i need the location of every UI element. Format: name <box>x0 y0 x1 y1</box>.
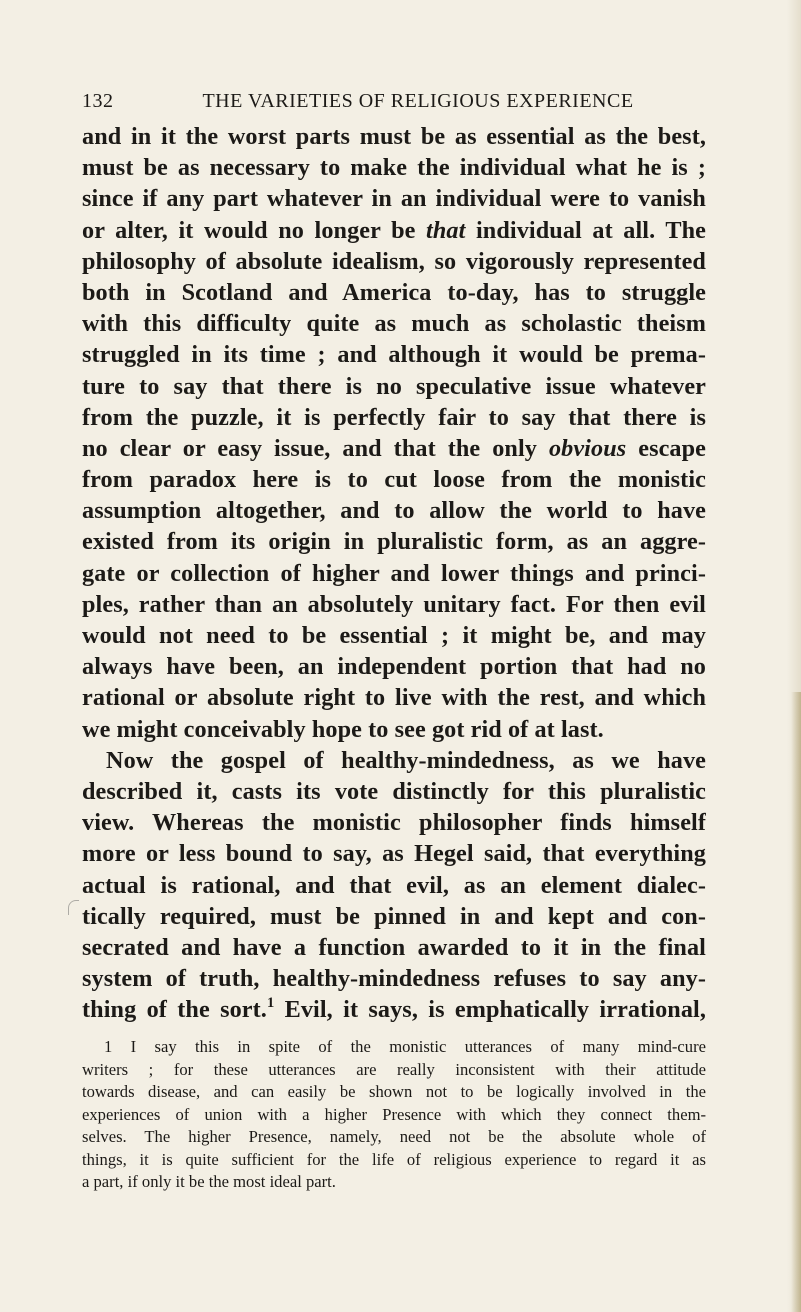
italic-emphasis: that <box>426 216 466 244</box>
body-line <box>82 994 706 1025</box>
body-line-text: no clear or easy issue, and that the only <box>82 434 549 462</box>
body-line: more or less bound to say, as Hegel said, that everything <box>82 840 706 868</box>
running-title: THE VARIETIES OF RELIGIOUS EXPERIENCE <box>202 90 634 112</box>
footnote-reference[interactable]: 1 <box>266 995 275 1012</box>
body-line: ples, rather than an absolutely unitary fact. For then evil <box>82 590 706 618</box>
body-line: both in Scotland and America to-day, has to struggle <box>82 278 706 306</box>
footnote <box>82 1036 706 1194</box>
footnote-line: writers ; for these utterances are really inconsistent with their attitude <box>82 1059 706 1079</box>
body-line-text: thing of the sort. <box>82 996 267 1024</box>
page-edge-stain <box>791 692 801 1312</box>
footnote-line: 1 I say this in spite of the monistic utterances of many mind-cure <box>104 1037 706 1056</box>
body-line: gate or collection of higher and lower things and princi- <box>82 559 706 587</box>
body-line: must be as necessary to make the individual what he is ; <box>82 154 706 182</box>
footnote-line: a part, if only it be the most ideal part. <box>82 1172 336 1191</box>
body-line: we might conceivably hope to see got rid of at last. <box>82 715 604 743</box>
body-line: from paradox here is to cut loose from the monistic <box>82 466 706 494</box>
body-line: existed from its origin in pluralistic form, as an aggre- <box>82 528 706 556</box>
body-line: since if any part whatever in an individual were to vanish <box>82 185 706 213</box>
body-line: rational or absolute right to live with the rest, and which <box>82 684 706 712</box>
body-line: with this difficulty quite as much as scholastic theism <box>82 310 706 338</box>
body-line-text: Evil, it says, is emphatically irrational, <box>274 996 706 1024</box>
body-line: philosophy of absolute idealism, so vigorously represented <box>82 247 706 275</box>
footnote-line: experiences of union with a higher Presence with which they connect them- <box>82 1104 706 1124</box>
body-line <box>82 433 706 464</box>
body-line: tically required, must be pinned in and kept and con- <box>82 902 706 930</box>
body-line-text: individual at all. The <box>465 216 706 244</box>
body-line: actual is rational, and that evil, as an element dialec- <box>82 871 706 899</box>
footnote-line: things, it is quite sufficient for the life of religious experience to regard it as <box>82 1149 706 1169</box>
body-line <box>82 215 706 246</box>
body-line: ture to say that there is no speculative issue whatever <box>82 372 706 400</box>
page-number: 132 <box>82 90 114 112</box>
body-line: Now the gospel of healthy-mindedness, as we have <box>106 746 706 774</box>
body-text <box>82 121 706 1025</box>
body-line: assumption altogether, and to allow the world to have <box>82 497 706 525</box>
italic-emphasis: obvious <box>548 434 627 462</box>
body-line-text: or alter, it would no longer be <box>82 216 427 244</box>
margin-pencil-mark <box>68 900 79 915</box>
body-line: view. Whereas the monistic philosopher finds himself <box>82 809 706 837</box>
body-line: struggled in its time ; and although it would be prema- <box>82 341 706 369</box>
body-line: from the puzzle, it is perfectly fair to say that there is <box>82 403 706 431</box>
body-line: system of truth, healthy-mindedness refuses to say any- <box>82 965 706 993</box>
body-line: and in it the worst parts must be as essential as the best, <box>82 123 706 150</box>
running-header <box>82 90 706 120</box>
body-line: secrated and have a function awarded to it in the final <box>82 933 706 961</box>
body-line: always have been, an independent portion that had no <box>82 653 706 681</box>
footnote-line: towards disease, and can easily be shown not to be logically involved in the <box>82 1082 706 1101</box>
body-line-text: escape <box>626 434 706 462</box>
body-line: would not need to be essential ; it might be, and may <box>82 622 706 649</box>
body-line: described it, casts its vote distinctly for this pluralistic <box>82 777 706 805</box>
footnote-line: selves. The higher Presence, namely, need not be the absolute whole of <box>82 1127 706 1146</box>
